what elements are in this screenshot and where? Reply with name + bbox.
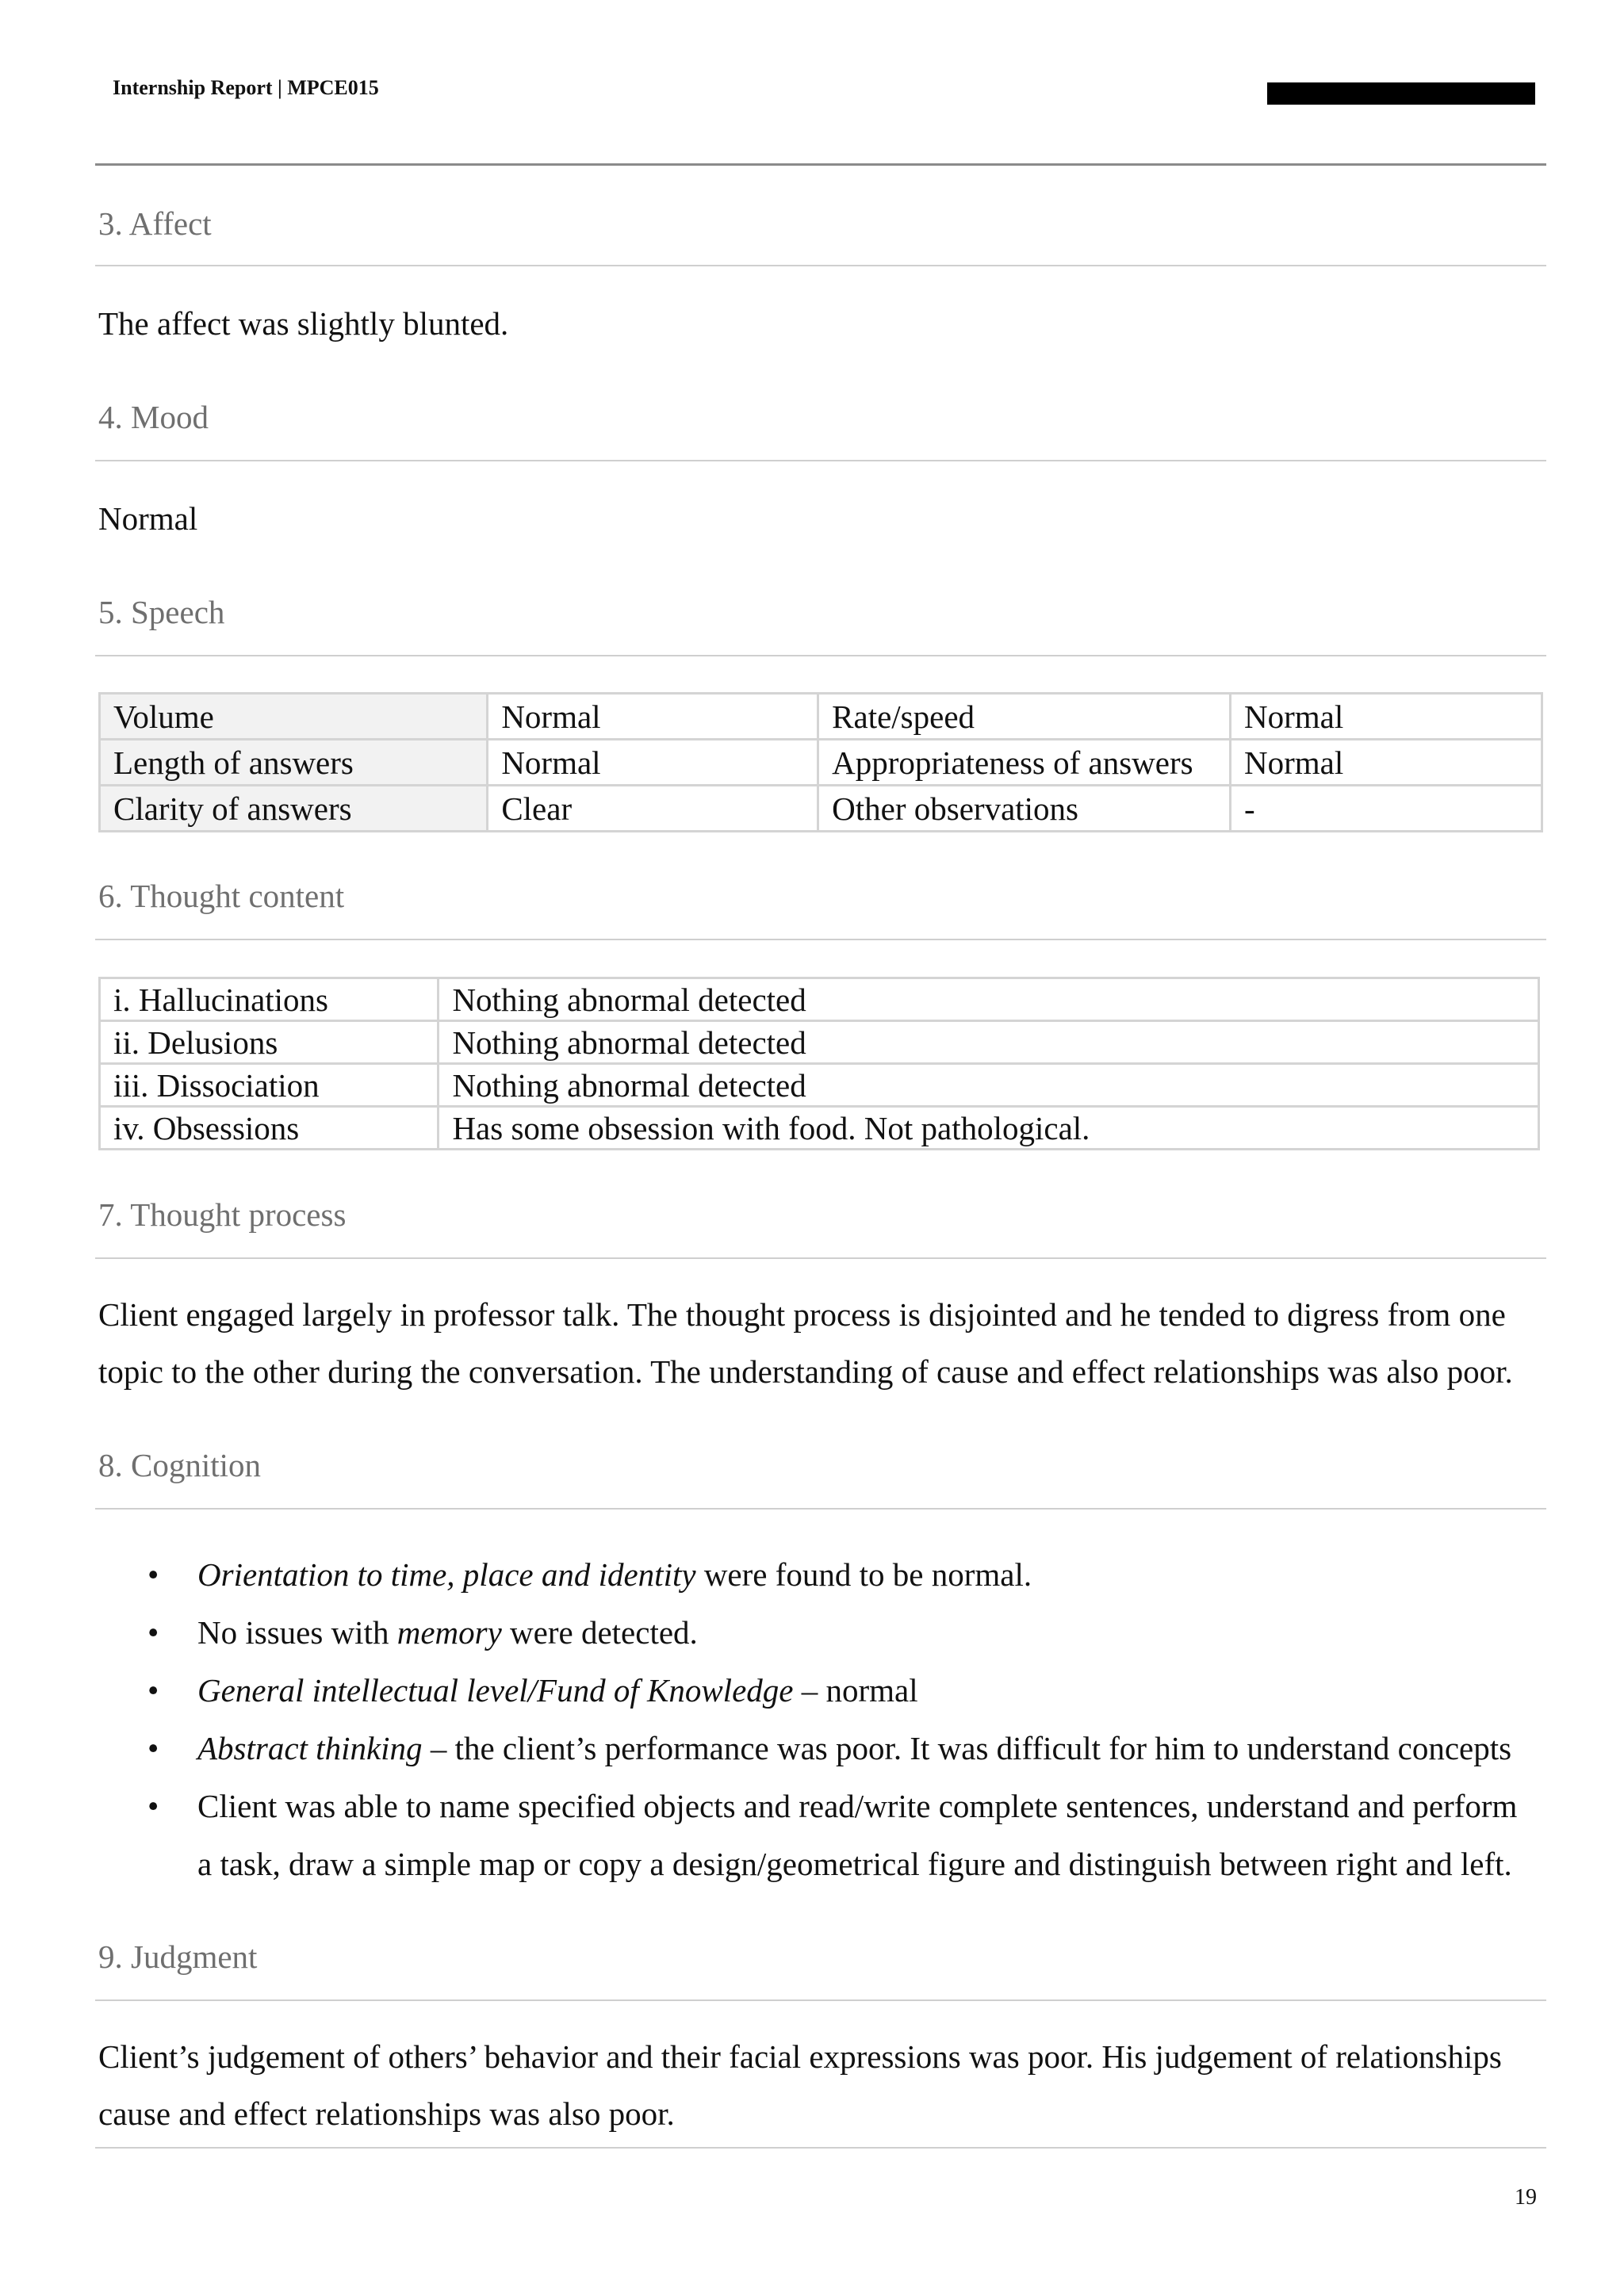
bullet-icon: • (147, 1614, 159, 1651)
table-row (100, 1064, 1539, 1107)
section-title-thought-content: 6. Thought content (98, 878, 345, 914)
bullet-icon: • (147, 1672, 159, 1709)
table-cell: Appropriateness of answers (818, 740, 1231, 786)
italic-term: Abstract thinking (197, 1730, 423, 1766)
section-title-affect: 3. Affect (98, 205, 212, 242)
table-cell: iii. Dissociation (100, 1064, 439, 1107)
list-item (98, 1777, 1549, 1893)
section-divider-affect (95, 265, 1546, 266)
table-cell: Clarity of answers (100, 786, 488, 832)
list-item-text: Client was able to name specified objects and read/write complete sentences, understand and perform (197, 1788, 1518, 1824)
section-title-cognition: 8. Cognition (98, 1447, 262, 1483)
mood-text: Normal (98, 500, 198, 537)
list-item (98, 1546, 1549, 1604)
header-divider (95, 163, 1546, 166)
list-item-text: – the client’s performance was poor. It was difficult for him to understand concepts (422, 1730, 1512, 1766)
italic-term: memory (396, 1614, 502, 1651)
list-item (98, 1604, 1549, 1662)
table-row (100, 978, 1539, 1021)
text-line: cause and effect relationships was also poor. (98, 2095, 675, 2132)
table-cell: Normal (488, 694, 818, 740)
table-cell: Nothing abnormal detected (439, 1064, 1539, 1107)
bullet-icon: • (147, 1730, 159, 1766)
table-cell: iv. Obsessions (100, 1107, 439, 1150)
section-title-speech: 5. Speech (98, 594, 225, 630)
table-cell: Rate/speed (818, 694, 1231, 740)
affect-text: The affect was slightly blunted. (98, 305, 509, 342)
table-cell: Nothing abnormal detected (439, 978, 1539, 1021)
table-cell: ii. Delusions (100, 1021, 439, 1064)
thought-process-text (98, 1286, 1549, 1400)
list-item-text: – normal (793, 1672, 918, 1709)
table-cell: Normal (488, 740, 818, 786)
speech-table (98, 692, 1543, 832)
judgment-text (98, 2028, 1549, 2142)
bullet-icon: • (147, 1788, 159, 1824)
section-title-mood: 4. Mood (98, 399, 209, 435)
table-row (100, 1021, 1539, 1064)
table-cell: - (1231, 786, 1542, 832)
text-line: Client’s judgement of others’ behavior and their facial expressions was poor. His judgement of relationships (98, 2038, 1502, 2075)
table-row (100, 786, 1542, 832)
italic-term: Orientation to time, place and identity (197, 1556, 696, 1593)
table-cell: Normal (1231, 740, 1542, 786)
header-title: Internship Report | MPCE015 (113, 76, 379, 99)
table-cell: Has some obsession with food. Not pathological. (439, 1107, 1539, 1150)
table-cell: Other observations (818, 786, 1231, 832)
table-row (100, 1107, 1539, 1150)
italic-term: General intellectual level/Fund of Knowledge (197, 1672, 794, 1709)
table-cell: Clear (488, 786, 818, 832)
bullet-icon: • (147, 1556, 159, 1593)
cognition-list (98, 1546, 1549, 1893)
section-divider-judgment (95, 1999, 1546, 2001)
table-row (100, 740, 1542, 786)
section-divider-mood (95, 460, 1546, 461)
redaction-bar (1267, 82, 1535, 105)
table-row (100, 694, 1542, 740)
section-title-judgment: 9. Judgment (98, 1938, 258, 1975)
section-title-thought-process: 7. Thought process (98, 1196, 347, 1233)
text-line: Client engaged largely in professor talk. The thought process is disjointed and he tended to digress from one (98, 1296, 1506, 1333)
footer-divider (95, 2147, 1546, 2149)
list-item-text: were detected. (501, 1614, 698, 1651)
table-cell: i. Hallucinations (100, 978, 439, 1021)
table-cell: Length of answers (100, 740, 488, 786)
section-divider-thought-content (95, 939, 1546, 940)
list-item-text: a task, draw a simple map or copy a design/geometrical figure and distinguish between right and left. (197, 1846, 1512, 1882)
table-cell: Normal (1231, 694, 1542, 740)
section-divider-thought-process (95, 1257, 1546, 1259)
table-cell: Nothing abnormal detected (439, 1021, 1539, 1064)
section-divider-speech (95, 655, 1546, 656)
text-line: topic to the other during the conversation. The understanding of cause and effect relationships was also poor. (98, 1353, 1513, 1390)
thought-content-table (98, 977, 1540, 1150)
section-divider-cognition (95, 1508, 1546, 1510)
list-item (98, 1662, 1549, 1720)
page-number: 19 (1515, 2185, 1537, 2210)
list-item-text: No issues with (197, 1614, 397, 1651)
table-cell: Volume (100, 694, 488, 740)
list-item-text: were found to be normal. (695, 1556, 1032, 1593)
list-item (98, 1720, 1549, 1777)
